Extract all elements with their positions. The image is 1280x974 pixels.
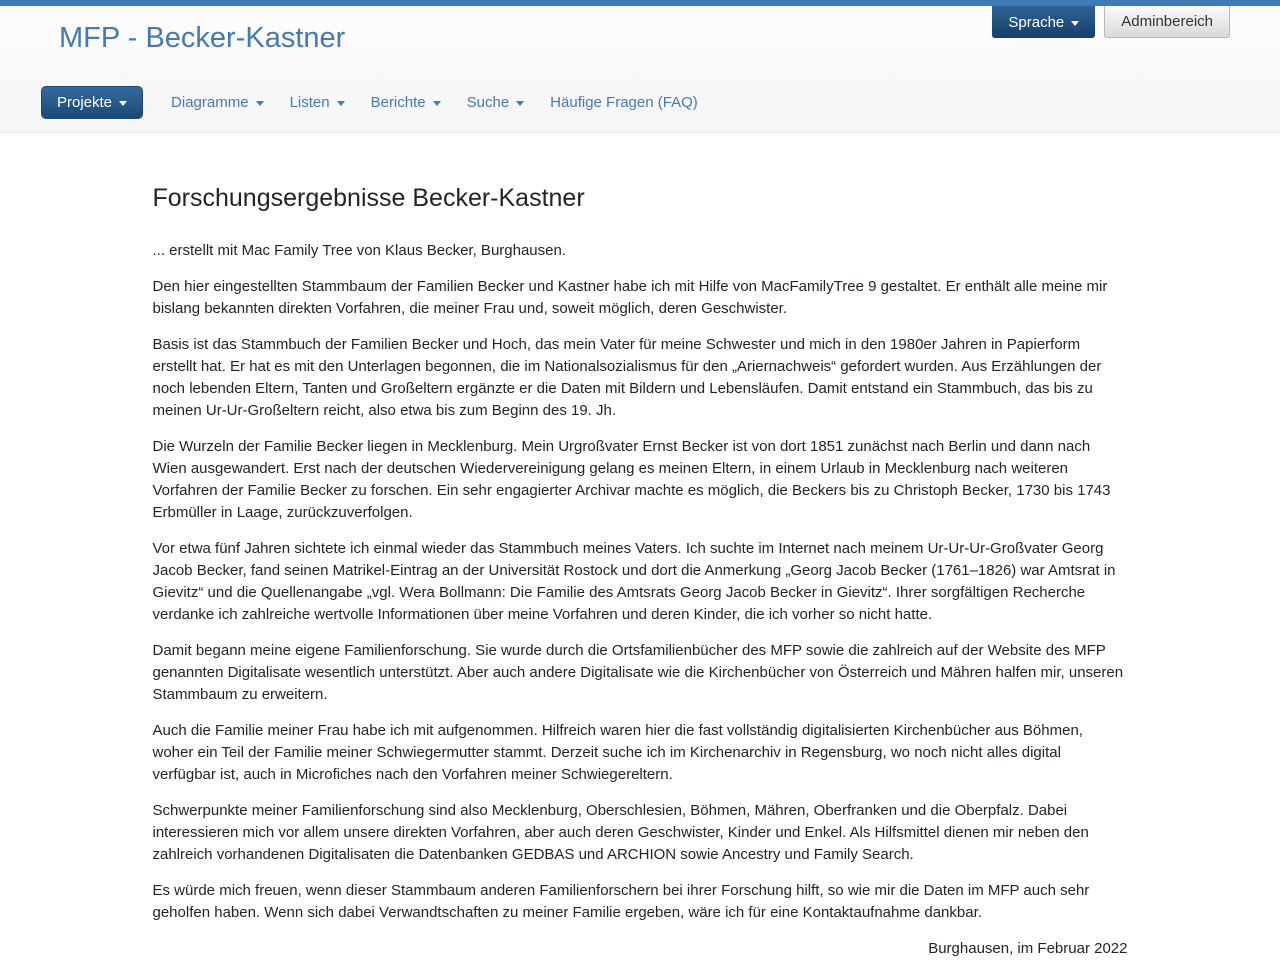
- paragraph-wurzeln: Die Wurzeln der Familie Becker liegen in Mecklenburg. Mein Urgroßvater Ernst Becker ist von dort 1851 zunächst nach Berlin und dann nach Wien ausgewandert. Erst nach der deutschen Wiedervereinigung gelang es meinen Eltern, in einem Urlaub in Mecklenburg nach weiteren Vorfahren der Familie Becker zu forschen. Ein sehr engagierter Archivar machte es möglich, die Beckers bis zu Christoph Becker, 1730 bis 1743 Erbmüller in Laage, zurückzuverfolgen.: [152, 438, 1111, 521]
- chevron-down-icon: [516, 101, 524, 106]
- admin-area-label: Adminbereich: [1121, 13, 1213, 30]
- nav-projekte-label: Projekte: [57, 94, 113, 111]
- paragraph-familie-frau: Auch die Familie meiner Frau habe ich mit aufgenommen. Hilfreich waren hier die fast vollständig digitalisierten Kirchenbücher aus Böhmen, woher ein Teil der Familie meiner Schwiegermutter stammt. Derzeit suche ich im Kirchenarchiv in Regensburg, wo noch nicht alles digital verfügbar ist, auch in Microfiches nach den Vorfahren meiner Schwiegereltern.: [152, 722, 1083, 783]
- nav-berichte-label: Berichte: [370, 94, 426, 111]
- nav-diagramme-dropdown[interactable]: [158, 87, 277, 118]
- date-line: Burghausen, im Februar 2022: [928, 940, 1128, 957]
- nav-listen-label: Listen: [289, 94, 330, 111]
- language-dropdown-button[interactable]: [992, 6, 1095, 38]
- page-title: Forschungsergebnisse Becker-Kastner: [152, 184, 585, 212]
- admin-area-button[interactable]: [1104, 6, 1230, 38]
- nav-suche-dropdown[interactable]: [454, 87, 538, 118]
- language-dropdown-label: Sprache: [1008, 13, 1065, 31]
- nav-listen-dropdown[interactable]: [277, 87, 358, 118]
- paragraph-basis: Basis ist das Stammbuch der Familien Becker und Hoch, das mein Vater für meine Schwester und mich in den 1980er Jahren in Papierform erstellt hat. Er hat es mit den Unterlagen begonnen, die im Nationalsozialismus für den „Ariernachweis“ gefordert wurden. Aus Erzählungen der noch lebenden Eltern, Tanten und Großeltern ergänzte er die Daten mit Bildern und Lebensläufen. Damit entstand ein Stammbuch, das bis zu meinen Ur-Ur-Großeltern reicht, also etwa bis zum Beginn des 19. Jh.: [152, 336, 1102, 419]
- paragraph-intro: ... erstellt mit Mac Family Tree von Klaus Becker, Burghausen.: [152, 242, 566, 259]
- nav-suche-label: Suche: [466, 94, 510, 111]
- nav-berichte-dropdown[interactable]: [358, 87, 454, 118]
- chevron-down-icon: [433, 101, 441, 106]
- chevron-down-icon: [119, 101, 127, 106]
- site-title[interactable]: MFP - Becker-Kastner: [59, 22, 346, 54]
- site-header: [0, 6, 1280, 133]
- nav-faq-label: Häufige Fragen (FAQ): [550, 94, 698, 111]
- main-content: [153, 133, 1128, 960]
- paragraph-stammbaum: Den hier eingestellten Stammbaum der Familien Becker und Kastner habe ich mit Hilfe von MacFamilyTree 9 gestaltet. Er enthält alle meine mir bislang bekannten direkten Vorfahren, die meiner Frau und, soweit möglich, deren Geschwister.: [152, 278, 1108, 317]
- nav-projekte-dropdown[interactable]: [41, 86, 143, 119]
- header-buttons: [992, 6, 1230, 38]
- main-nav: [41, 86, 1280, 119]
- paragraph-schwerpunkte: Schwerpunkte meiner Familienforschung sind also Mecklenburg, Oberschlesien, Böhmen, Mähren, Oberfranken und die Oberpfalz. Dabei interessieren mich vor allem unsere direkten Vorfahren, aber auch deren Geschwister, Kinder und Enkel. Als Hilfsmittel dienen mir neben den zahlreich vorhandenen Digitalisaten die Datenbanken GEDBAS und ARCHION sowie Ancestry und Family Search.: [152, 802, 1089, 863]
- chevron-down-icon: [337, 101, 345, 106]
- paragraph-stammbuch-vater: Vor etwa fünf Jahren sichtete ich einmal wieder das Stammbuch meines Vaters. Ich suchte im Internet nach meinem Ur-Ur-Ur-Großvater Georg Jacob Becker, fand seinen Matrikel-Eintrag an der Universität Rostock und dort die Anmerkung „Georg Jacob Becker (1761–1826) war Amtsrat in Gievitz“ und die Quellenangabe „vgl. Wera Bollmann: Die Familie des Amtsrats Georg Jacob Becker in Gievitz“. Ihrer sorgfältigen Recherche verdanke ich zahlreiche wertvolle Informationen über meine Vorfahren und deren Kinder, die ich vorher so nicht hatte.: [152, 540, 1116, 623]
- nav-faq-link[interactable]: [537, 87, 711, 118]
- chevron-down-icon: [1071, 21, 1079, 26]
- paragraph-kontakt: Es würde mich freuen, wenn dieser Stammbaum anderen Familienforschern bei ihrer Forschung hilft, so wie mir die Daten im MFP auch sehr geholfen haben. Wenn sich dabei Verwandtschaften zu meiner Familie ergeben, wäre ich für eine Kontaktaufnahme dankbar.: [152, 882, 1090, 921]
- chevron-down-icon: [256, 101, 264, 106]
- nav-diagramme-label: Diagramme: [171, 94, 249, 111]
- paragraph-familienforschung: Damit begann meine eigene Familienforschung. Sie wurde durch die Ortsfamilienbücher des MFP sowie die zahlreich auf der Website des MFP genannten Digitalisate wesentlich unterstützt. Aber auch andere Digitalisate wie die Kirchenbücher von Österreich und Mähren halfen mir, unseren Stammbaum zu erweitern.: [152, 642, 1124, 703]
